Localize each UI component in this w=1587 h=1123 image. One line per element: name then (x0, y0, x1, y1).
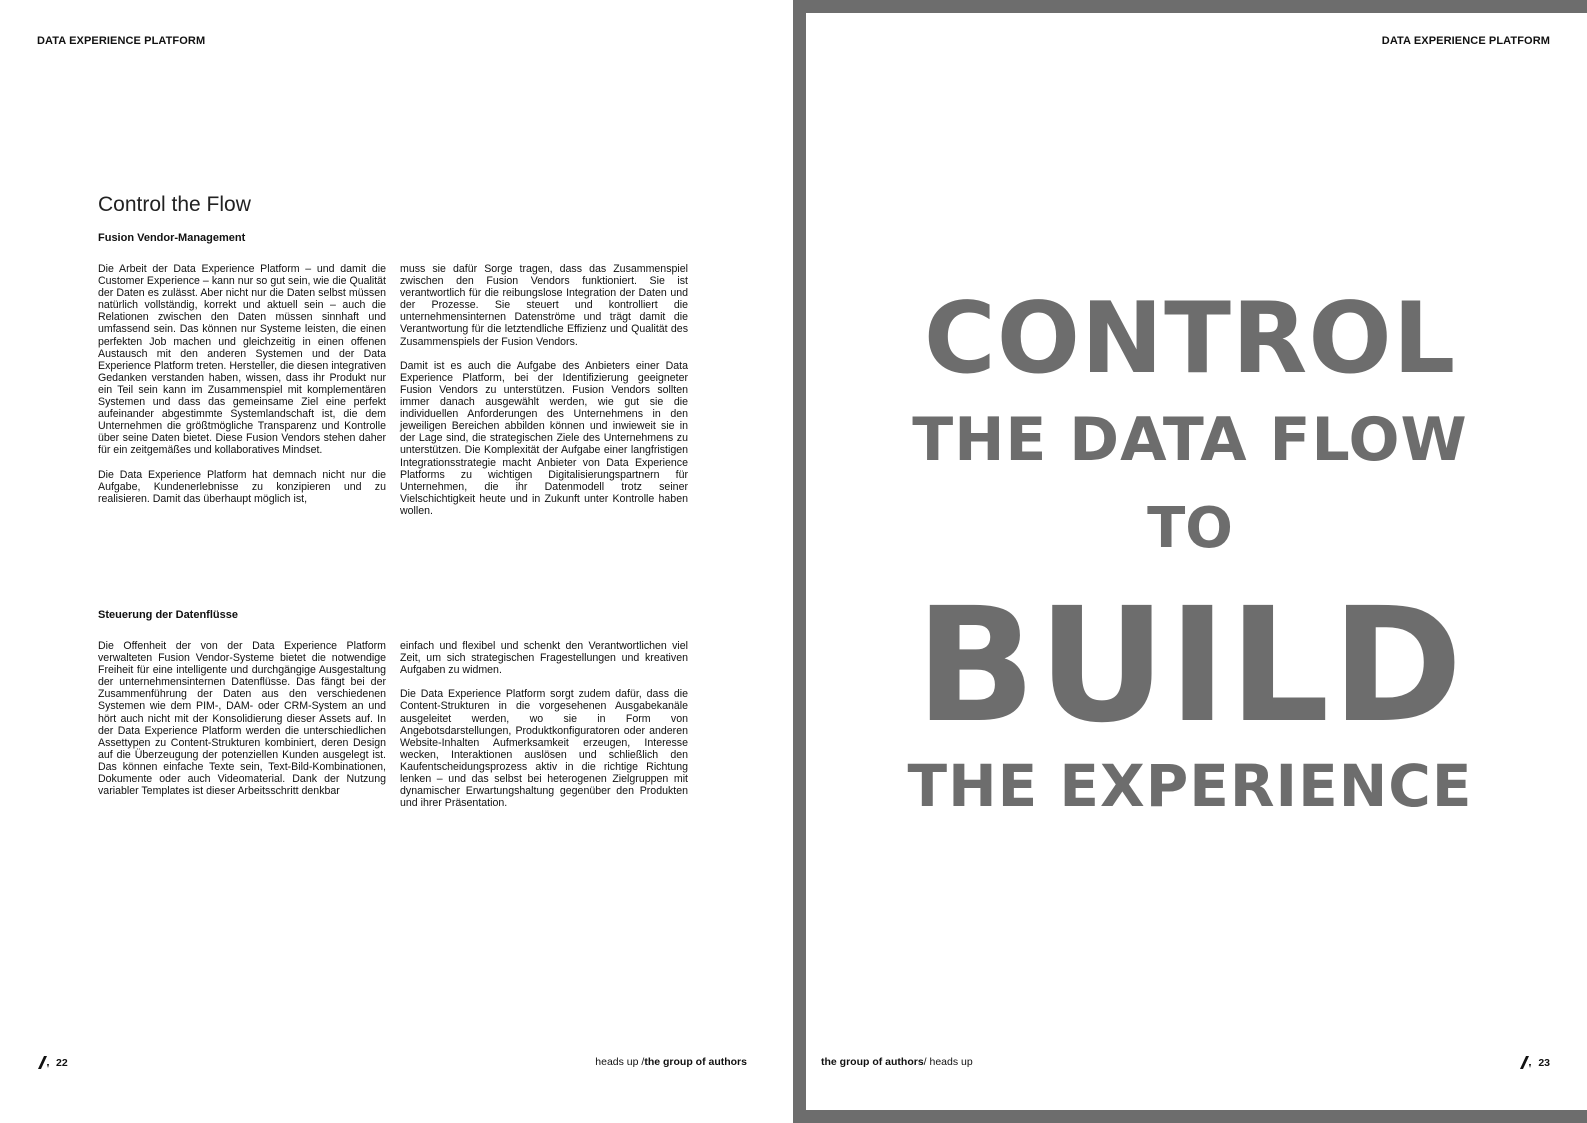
credit-plain: heads up / (595, 1056, 645, 1068)
paragraph: Die Arbeit der Data Experience Platform – und damit die Customer Experience – kann nur so gut sein, wie die Qualität der Daten es zulässt. Aber nicht nur die Daten selbst müssen natürlich vollständig, korrekt und aktuell sein – auch die Relationen zwischen den Daten müssen sinnhaft und umfassend sein. Das können nur Systeme leisten, die einen perfekten Job machen und gleichzeitig in einen offenen Austausch mit den anderen Systemen und der Data Experience Platform treten. Hersteller, die diesen integrativen Gedanken verstanden haben, wissen, dass ihr Produkt nur ein Teil sein kann im Zusammenspiel mit komplementären Systemen und dass das gemeinsame Ziel eine perfekt aufeinander abgestimmte Systemlandschaft ist, die dem Unternehmen die größtmögliche Transparenz und Kontrolle über seine Daten bietet. Diese Fusion Vendors stehen daher für ein zeitgemäßes und kollaboratives Mindset. (98, 263, 386, 457)
credit-plain: / heads up (923, 1056, 973, 1068)
paragraph: einfach und flexibel und schenkt den Verantwortlichen viel Zeit, um sich strategischen Fragestellungen und kreativen Aufgaben zu widmen. (400, 640, 688, 677)
left-page (0, 0, 793, 1123)
credit-bold: the group of authors (821, 1056, 924, 1068)
footer-page-number-left (38, 1056, 68, 1069)
slash-logo-icon (1520, 1056, 1534, 1069)
poster-line-to: TO (1147, 496, 1233, 561)
text-column-3 (98, 640, 386, 797)
slash-logo-icon (38, 1056, 52, 1069)
poster-line-experience: THE EXPERIENCE (907, 752, 1473, 820)
credit-bold: the group of authors (644, 1056, 747, 1068)
poster-frame (793, 0, 1587, 1123)
footer-page-number-right (1520, 1056, 1550, 1069)
right-page (793, 0, 1587, 1123)
paragraph: Die Data Experience Platform sorgt zudem dafür, dass die Content-Strukturen in die vorgesehenen Ausgabekanäle ausgeleitet werden, wo sie in Form von Angebotsdarstellungen, Produktkonfiguratoren oder anderen Website-Inhalten Aufmerksamkeit erzeugen, Interesse wecken, Interaktionen auslösen und schließlich den Kaufentscheidungsprozess aktiv in die richtige Richtung lenken – und das selbst bei heterogenen Zielgruppen mit dynamischer Erwartungshaltung gegenüber den Produkten und ihrer Präsentation. (400, 688, 688, 810)
paragraph: Damit ist es auch die Aufgabe des Anbieters einer Data Experience Platform, bei der Identifizierung geeigneter Fusion Vendors zu unterstützen. Fusion Vendors sollten immer danach ausgewählt werden, wie gut sie die individuellen Anforderungen des Unternehmens in den jeweiligen Bereichen abbilden können und inwieweit sie in der Lage sind, die strategischen Ziele des Unternehmens zu unterstützen. Die Komplexität der Aufgabe einer langfristigen Integrationsstrategie macht Anbieter von Data Experience Platforms zu wichtigen Digitalisierungspartnern für Unternehmen, die ihr Datenmodell trotz seiner Vielschichtigkeit heute und in Zukunft unter Kontrolle haben wollen. (400, 359, 688, 517)
subheading-datenfluesse: Steuerung der Datenflüsse (98, 609, 238, 621)
page-number: 23 (1538, 1056, 1550, 1069)
paragraph: Die Data Experience Platform hat demnach nicht nur die Aufgabe, Kundenerlebnisse zu konzipieren und zu realisieren. Damit das überhaupt möglich ist, (98, 468, 386, 505)
subheading-fusion-vendor: Fusion Vendor-Management (98, 232, 246, 244)
text-column-2 (400, 263, 688, 517)
footer-credit-left (595, 1056, 747, 1068)
running-head-right: DATA EXPERIENCE PLATFORM (1381, 35, 1550, 47)
running-head-left: DATA EXPERIENCE PLATFORM (37, 35, 206, 47)
footer-credit-right (821, 1056, 973, 1068)
text-column-4 (400, 640, 688, 809)
page-number: 22 (56, 1056, 68, 1069)
article-title: Control the Flow (98, 193, 251, 216)
paragraph: Die Offenheit der von der Data Experience Platform verwalteten Fusion Vendor-Systeme bietet die notwendige Freiheit für eine intelligente und durchgängige Ausgestaltung der unternehmensinternen Datenflüsse. Das fängt bei der Zusammenführung der Daten aus den verschiedenen Systemen wie dem PIM-, DAM- oder CRM-System an und hört auch nicht mit der Konsolidierung dieser Assets auf. In der Data Experience Platform werden die unterschiedlichen Assettypen zu Content-Strukturen kombiniert, deren Design auf die Überzeugung der potenziellen Kunden ausgelegt ist. Das können einfache Texte sein, Text-Bild-Kombinationen, Dokumente oder auch Videomaterial. Dank der Nutzung variabler Templates ist dieser Arbeitsschritt denkbar (98, 640, 386, 798)
text-column-1 (98, 263, 386, 505)
poster-line-data-flow: THE DATA FLOW (912, 405, 1468, 475)
paragraph: muss sie dafür Sorge tragen, dass das Zusammenspiel zwischen den Fusion Vendors funktioniert. Sie ist verantwortlich für die reibungslose Integration der Daten und der Prozesse. Sie steuert und kontrolliert die unternehmensinternen Datenströme und trägt damit die Verantwortung für die letztendliche Effizienz und Qualität des Zusammenspiels der Fusion Vendors. (400, 263, 688, 348)
poster-line-build: BUILD (915, 574, 1465, 758)
poster-line-control: CONTROL (923, 282, 1457, 396)
